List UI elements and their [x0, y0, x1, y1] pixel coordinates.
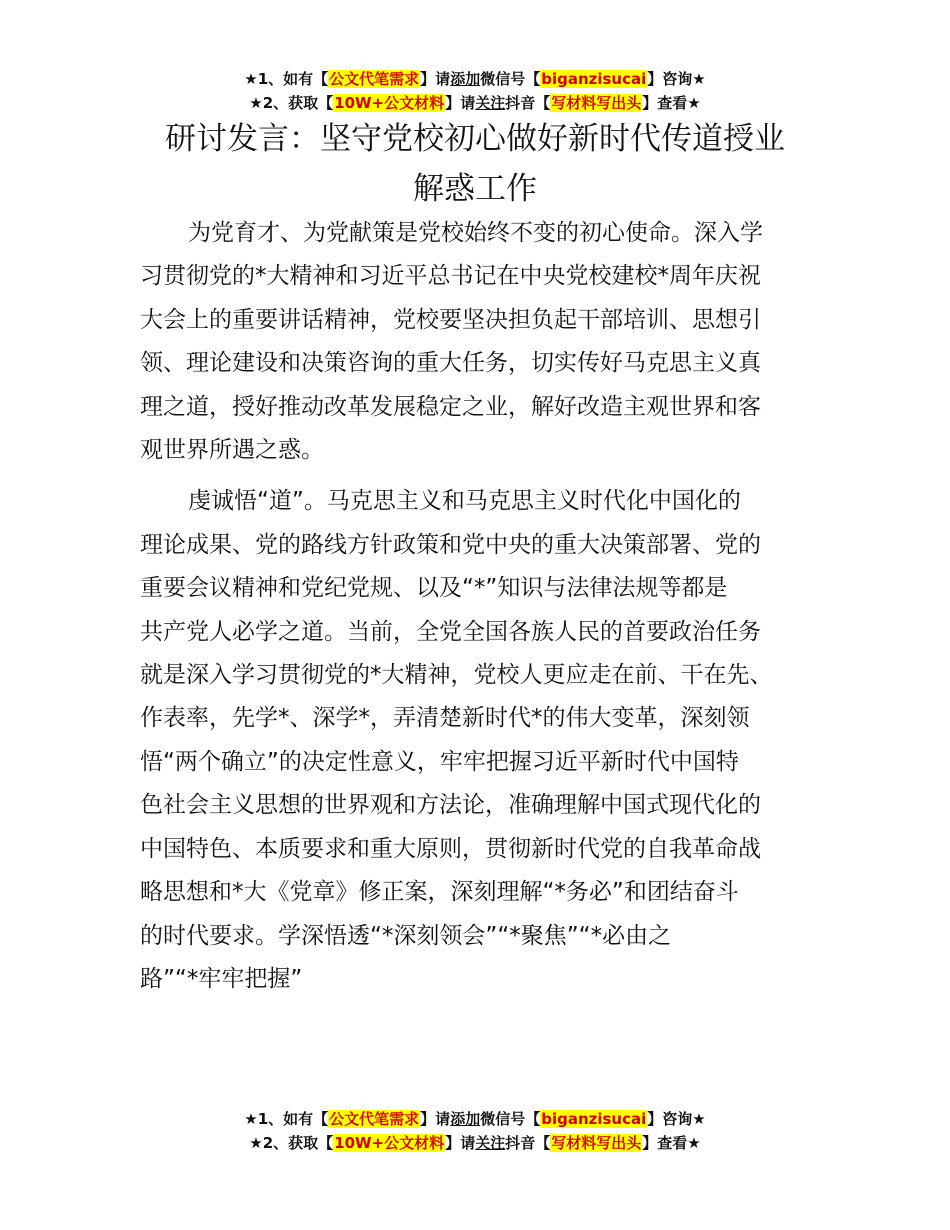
footer-banner — [0, 1107, 950, 1155]
paragraph-line: 习贯彻党的*大精神和习近平总书记在中央党校建校*周年庆祝 — [140, 263, 761, 290]
paragraph-line: 色社会主义思想的世界观和方法论，准确理解中国式现代化的 — [140, 792, 761, 819]
paragraph-line: 大会上的重要讲话精神，党校要坚决担负起干部培训、思想引 — [140, 306, 761, 333]
paragraph-2 — [140, 480, 815, 1001]
paragraph-line: 中国特色、本质要求和重大原则，贯彻新时代党的自我革命战 — [140, 835, 761, 862]
paragraph-line: 作表率，先学*、深学*，弄清楚新时代*的伟大变革，深刻领 — [140, 705, 750, 732]
highlight-douyin: 写材料写出头 — [551, 94, 642, 112]
paragraph-line: 略思想和*大《党章》修正案，深刻理解“*务必”和团结奋斗 — [140, 879, 739, 906]
highlight-wechat-id: biganzisucai — [541, 1110, 647, 1128]
paragraph-1 — [140, 212, 815, 472]
title-line-1: 研讨发言：坚守党校初心做好新时代传道授业 — [165, 121, 785, 157]
banner-line-2: ★2、获取【10W+公文材料】请关注抖音【写材料写出头】查看★ — [249, 1134, 701, 1152]
paragraph-line: 的时代要求。学深悟透“*深刻领会”“*聚焦”“*必由之 — [140, 922, 672, 949]
banner-line-1: ★1、如有【公文代笔需求】请添加微信号【biganzisucai】咨询★ — [244, 70, 706, 88]
highlight-materials: 10W+公文材料 — [334, 1134, 445, 1152]
paragraph-line: 共产党人必学之道。当前，全党全国各族人民的首要政治任务 — [140, 618, 761, 645]
paragraph-line: 领、理论建设和决策咨询的重大任务，切实传好马克思主义真 — [140, 350, 761, 377]
paragraph-line: 观世界所遇之惑。 — [140, 437, 324, 464]
highlight-wechat-id: biganzisucai — [541, 70, 647, 88]
paragraph-line: 为党育才、为党献策是党校始终不变的初心使命。深入学 — [188, 220, 763, 246]
highlight-douyin: 写材料写出头 — [551, 1134, 642, 1152]
paragraph-line: 路”“*牢牢把握” — [140, 965, 303, 992]
title-line-2: 解惑工作 — [413, 171, 537, 207]
document-body — [140, 212, 815, 1009]
paragraph-line: 悟“两个确立”的决定性意义，牢牢把握习近平新时代中国特 — [140, 748, 739, 775]
banner-line-1: ★1、如有【公文代笔需求】请添加微信号【biganzisucai】咨询★ — [244, 1110, 706, 1128]
highlight-materials: 10W+公文材料 — [334, 94, 445, 112]
highlight-service: 公文代笔需求 — [329, 70, 420, 88]
paragraph-line: 重要会议精神和党纪党规、以及“*”知识与法律法规等都是 — [140, 575, 728, 602]
paragraph-line: 理之道，授好推动改革发展稳定之业，解好改造主观世界和客 — [140, 393, 761, 420]
paragraph-line: 就是深入学习贯彻党的*大精神，党校人更应走在前、干在先、 — [140, 662, 773, 689]
banner-line-2: ★2、获取【10W+公文材料】请关注抖音【写材料写出头】查看★ — [249, 94, 701, 112]
paragraph-line: 理论成果、党的路线方针政策和党中央的重大决策部署、党的 — [140, 531, 761, 558]
highlight-service: 公文代笔需求 — [329, 1110, 420, 1128]
header-banner — [0, 67, 950, 115]
document-title — [0, 114, 950, 214]
paragraph-line: 虔诚悟“道”。马克思主义和马克思主义时代化中国化的 — [188, 488, 741, 515]
